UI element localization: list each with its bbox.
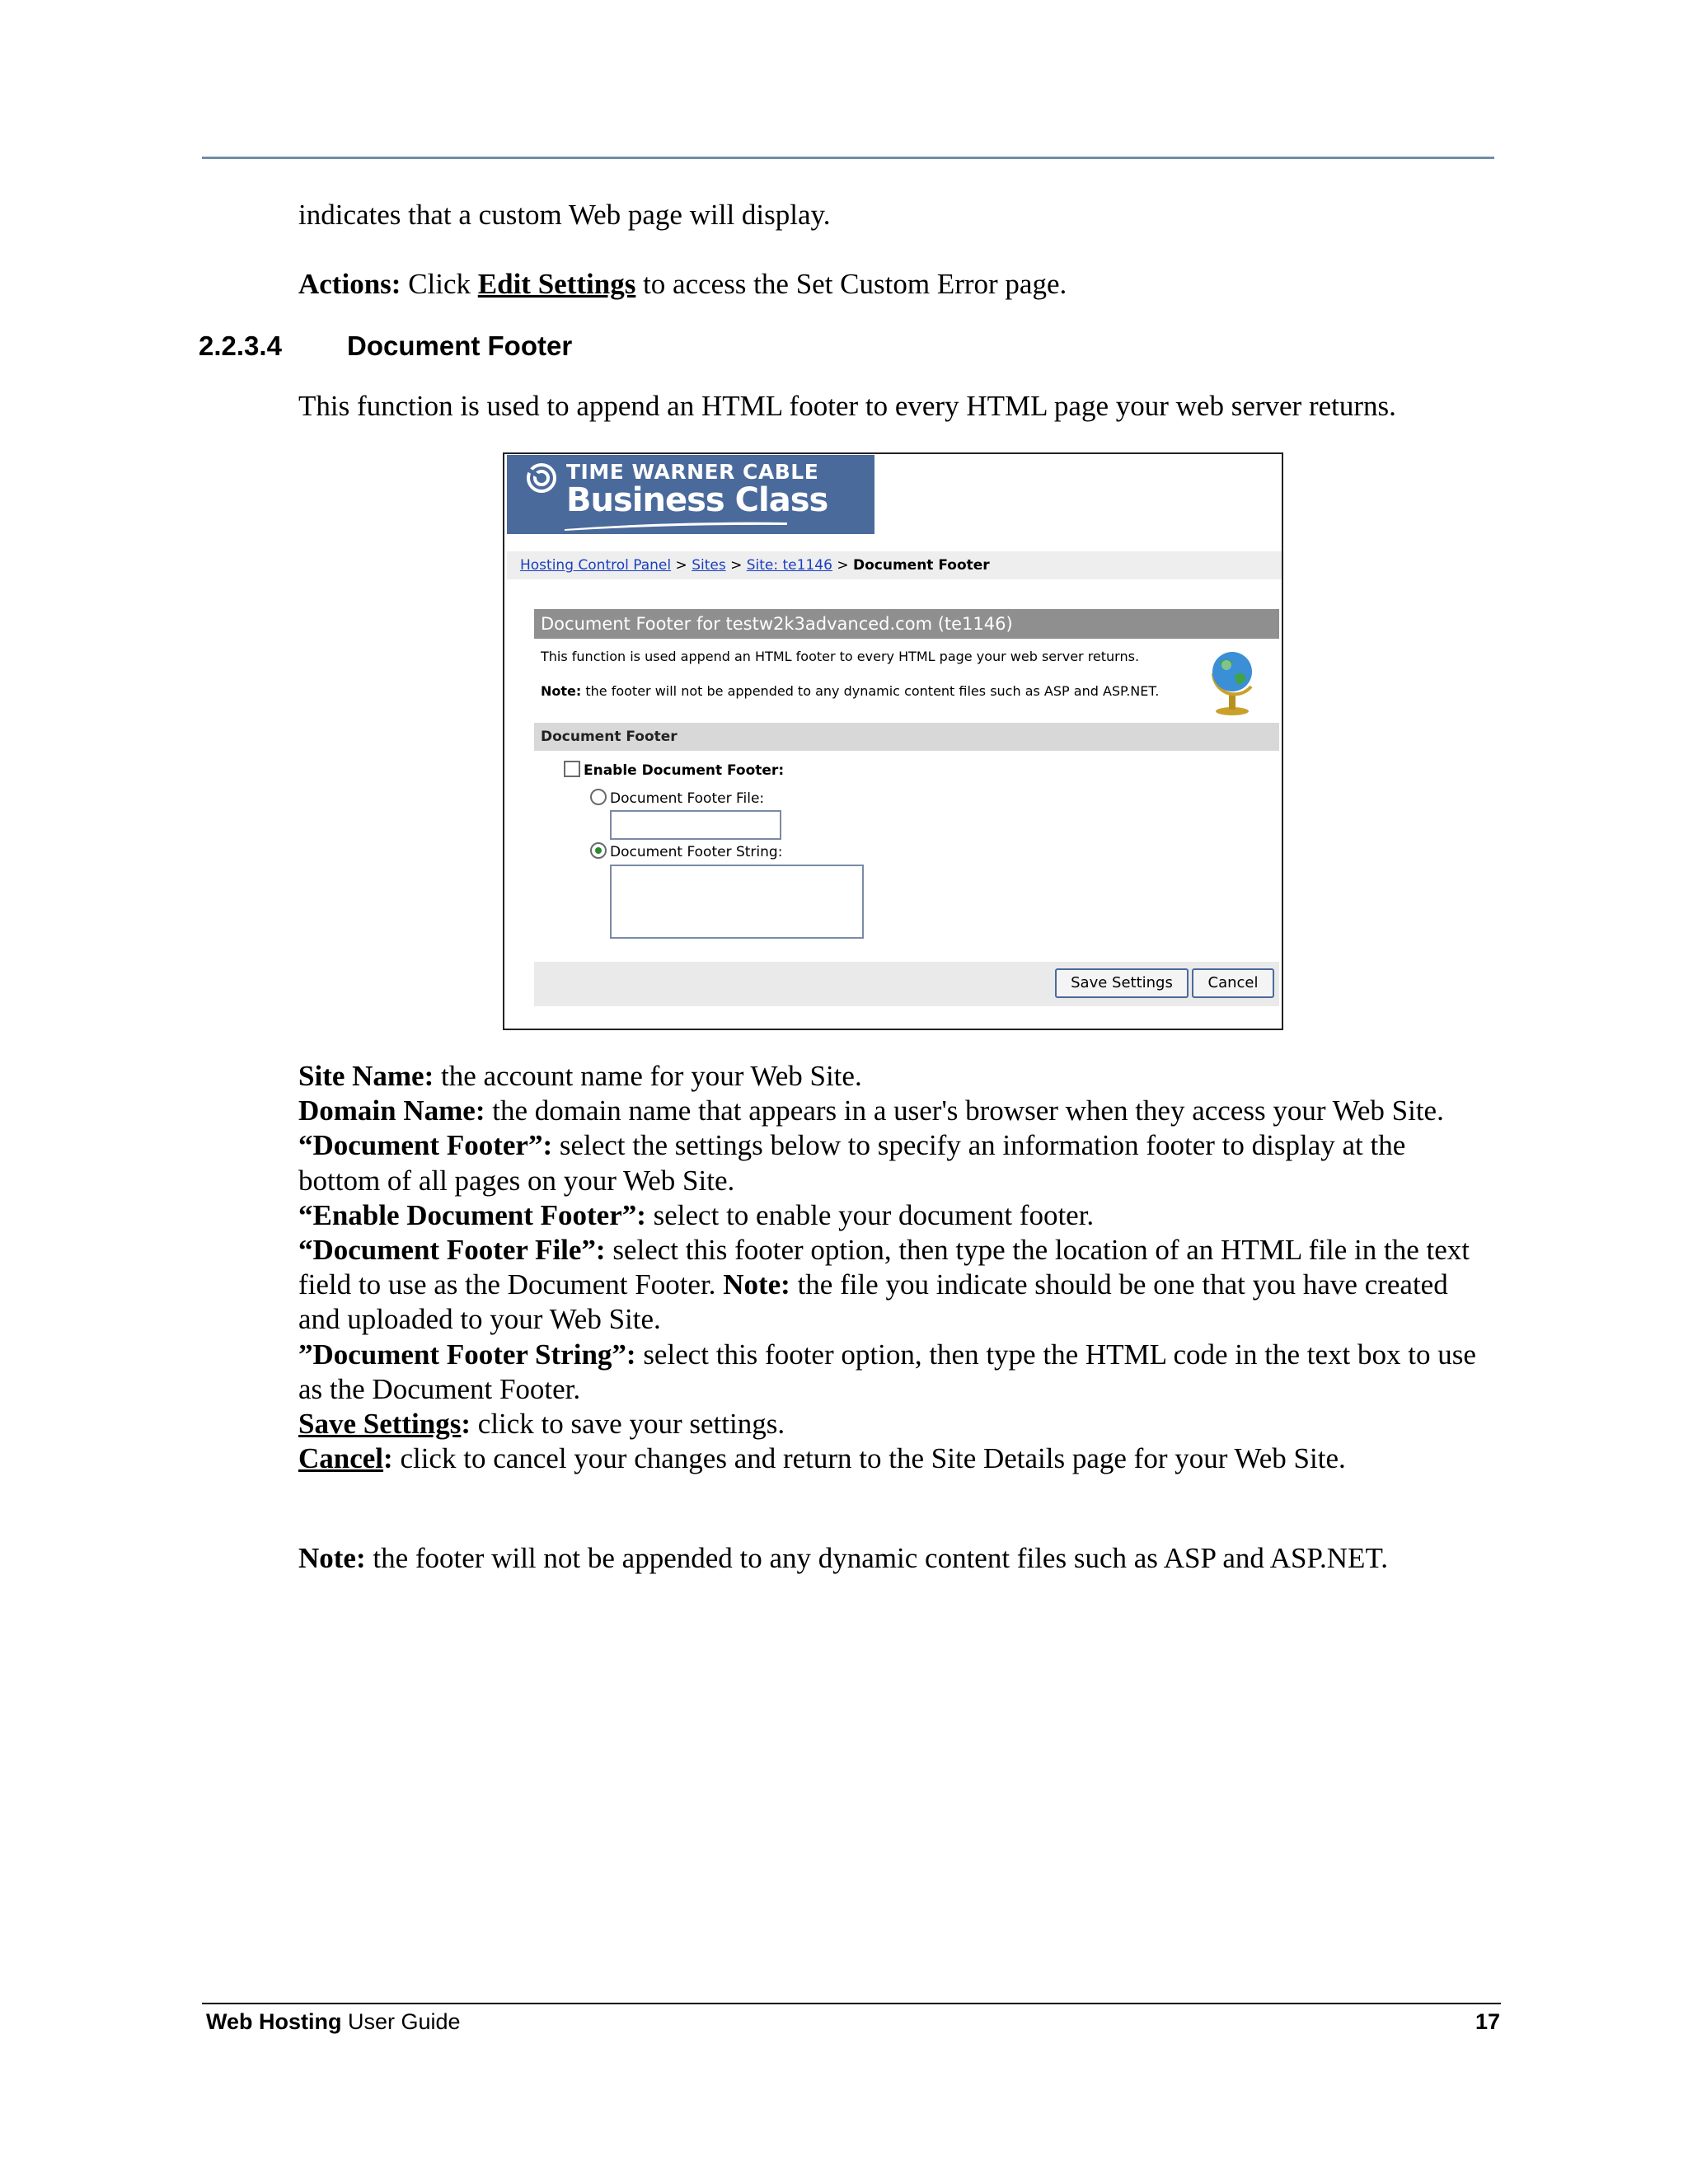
actions-label: Actions: [298, 268, 401, 300]
enable-document-footer-label: Enable Document Footer: [584, 762, 785, 779]
guide-title: Web Hosting User Guide [206, 2009, 461, 2034]
edit-settings-link[interactable]: Edit Settings [477, 268, 636, 300]
breadcrumb: Hosting Control Panel > Sites > Site: te1146 > Document Footer [507, 551, 1282, 579]
logo-line2: Business Class [566, 481, 828, 519]
document-footer-file-label: Document Footer File: [610, 790, 765, 807]
document-footer-file-radio[interactable] [590, 789, 607, 805]
document-footer-file-input[interactable] [610, 810, 781, 840]
section-heading [199, 330, 572, 363]
def-domain-name: Domain Name: the domain name that appears in a user's browser when they access your Web Site. [298, 1094, 1444, 1127]
logo-line1: TIME WARNER CABLE [566, 460, 819, 484]
section-number: 2.2.3.4 [199, 330, 282, 361]
logo-swoosh [565, 521, 787, 531]
breadcrumb-sites[interactable]: Sites [692, 557, 726, 574]
breadcrumb-site[interactable]: Site: te1146 [746, 557, 832, 574]
globe-icon [1205, 645, 1259, 716]
section-title: Document Footer [347, 330, 573, 361]
def-footer-string: ”Document Footer String”: select this footer option, then type the HTML code in the text box to use as the Document Footer. [298, 1338, 1476, 1405]
breadcrumb-current: Document Footer [852, 557, 990, 574]
document-footer-string-label: Document Footer String: [610, 844, 783, 860]
panel-note: Note: the footer will not be appended to any dynamic content files such as ASP and ASP.NET. [541, 683, 1160, 699]
document-footer-string-radio[interactable] [590, 842, 607, 859]
cancel-button[interactable]: Cancel [1192, 968, 1274, 998]
def-document-footer: “Document Footer”: select the settings below to specify an information footer to display at the bottom of all pages on your Web Site. [298, 1129, 1406, 1197]
save-settings-button[interactable]: Save Settings [1055, 968, 1189, 998]
header-rule [202, 157, 1494, 159]
note-paragraph: Note: the footer will not be appended to any dynamic content files such as ASP and ASP.NET. [298, 1542, 1388, 1574]
def-enable-footer: “Enable Document Footer”: select to enable your document footer. [298, 1198, 1095, 1231]
panel-title-bar: Document Footer for testw2k3advanced.com (te1146) [534, 609, 1279, 639]
document-footer-screenshot [503, 452, 1283, 1030]
enable-document-footer-checkbox[interactable] [564, 761, 580, 777]
def-save-settings: Save Settings: click to save your settings. [298, 1408, 785, 1441]
actions-paragraph: Actions: Click Edit Settings to access the Set Custom Error page. [298, 268, 1067, 300]
panel-description: This function is used append an HTML footer to every HTML page your web server returns. [541, 649, 1140, 664]
save-settings-link[interactable]: Save Settings [298, 1408, 462, 1441]
def-site-name: Site Name: the account name for your Web Site. [298, 1060, 862, 1092]
twc-business-class-logo [507, 455, 874, 534]
breadcrumb-hosting-control-panel[interactable]: Hosting Control Panel [520, 557, 672, 574]
footer-rule [202, 2003, 1501, 2004]
document-footer-string-textarea[interactable] [610, 865, 864, 939]
continuation-text: indicates that a custom Web page will display. [298, 199, 831, 231]
def-cancel: Cancel: click to cancel your changes and return to the Site Details page for your Web Site. [298, 1442, 1346, 1475]
document-footer-section-bar: Document Footer [534, 723, 1279, 751]
def-footer-file: “Document Footer File”: select this footer option, then type the location of an HTML file in the text field to use as the Document Footer. Note: the file you indicate should be one that you have created and uploaded to your Web Site. [298, 1234, 1470, 1336]
section-description: This function is used to append an HTML footer to every HTML page your web server returns. [298, 390, 1396, 422]
cancel-link[interactable]: Cancel [298, 1442, 384, 1475]
field-definitions [298, 1059, 1493, 1476]
twc-eye-icon [525, 462, 558, 494]
page-number: 17 [1475, 2009, 1500, 2034]
